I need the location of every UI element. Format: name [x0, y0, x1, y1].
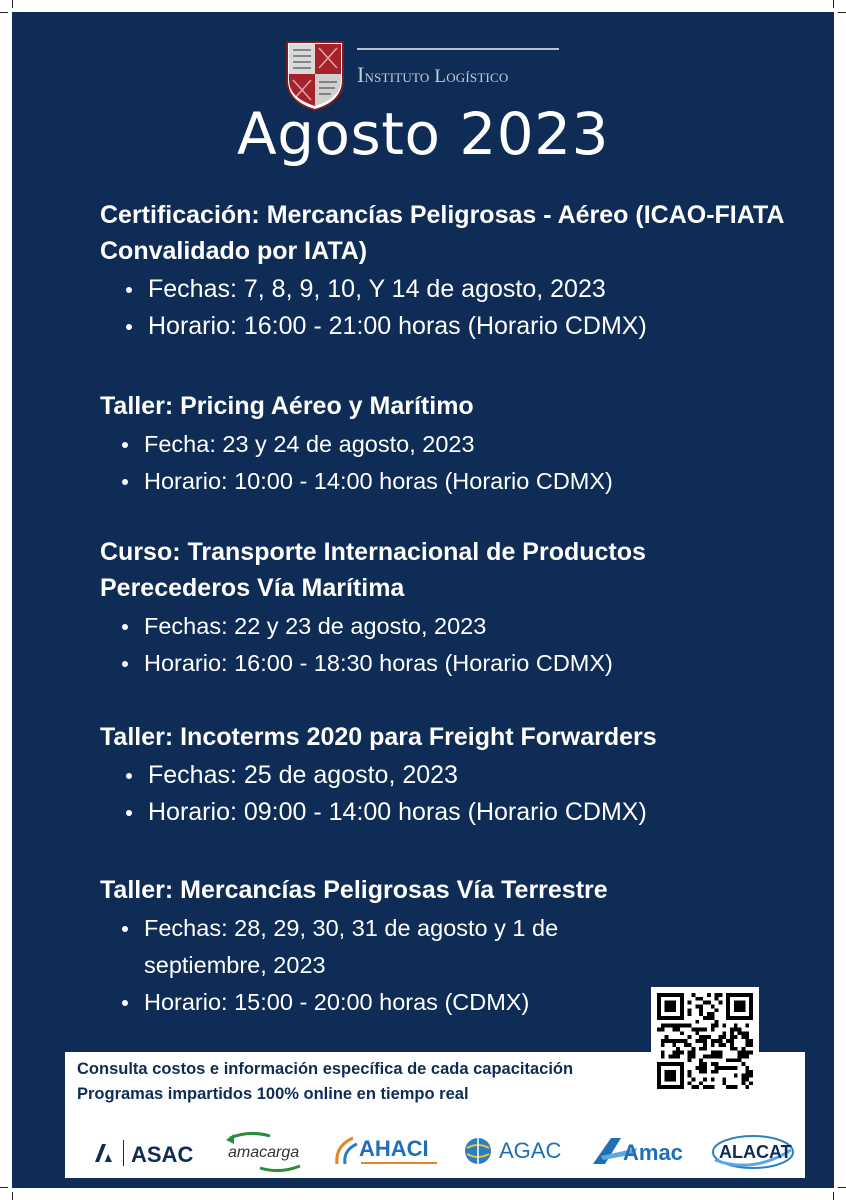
qr-module — [726, 1085, 730, 1089]
qr-module — [715, 1066, 719, 1070]
course-4 — [100, 719, 790, 831]
qr-module — [669, 1054, 673, 1058]
qr-module — [722, 1024, 726, 1028]
qr-module — [734, 1074, 738, 1078]
qr-module — [718, 1051, 722, 1055]
qr-code[interactable] — [651, 987, 759, 1095]
course-heading: Curso: Transporte Internacional de Productos Perecederos Vía Marítima — [100, 538, 646, 602]
footer-line-2: Programas impartidos 100% online en tiempo real — [77, 1085, 469, 1103]
qr-module — [672, 1024, 676, 1028]
qr-module — [699, 997, 703, 1001]
qr-module — [703, 1066, 707, 1070]
qr-finder-center — [734, 1001, 746, 1013]
qr-module — [695, 1020, 699, 1024]
course-dates: Fechas: 22 y 23 de agosto, 2023 — [100, 608, 790, 645]
qr-module — [669, 1024, 673, 1028]
qr-module — [680, 1039, 684, 1043]
amacarga-logo — [220, 1130, 310, 1174]
qr-module — [661, 1028, 665, 1032]
qr-module — [711, 1028, 715, 1032]
qr-module — [741, 1062, 745, 1066]
course-schedule: Horario: 10:00 - 14:00 horas (Horario CDMX) — [100, 463, 790, 500]
asac-logo — [93, 1130, 193, 1174]
course-heading: Taller: Incoterms 2020 para Freight Forwarders — [100, 723, 657, 751]
qr-module — [738, 1058, 742, 1062]
qr-code-icon — [657, 993, 753, 1089]
qr-module — [703, 1043, 707, 1047]
qr-module — [718, 993, 722, 997]
qr-module — [711, 1043, 715, 1047]
qr-module — [703, 1001, 707, 1005]
qr-module — [699, 1062, 703, 1066]
qr-module — [734, 1028, 738, 1032]
qr-module — [715, 1051, 719, 1055]
course-3 — [100, 534, 790, 682]
qr-module — [703, 1054, 707, 1058]
qr-module — [749, 1074, 753, 1078]
qr-module — [707, 1035, 711, 1039]
qr-module — [672, 1054, 676, 1058]
qr-module — [699, 1028, 703, 1032]
qr-module — [695, 1085, 699, 1089]
qr-module — [715, 1054, 719, 1058]
qr-module — [703, 1085, 707, 1089]
qr-module — [699, 1066, 703, 1070]
qr-module — [715, 1070, 719, 1074]
qr-module — [745, 1024, 749, 1028]
qr-module — [730, 1028, 734, 1032]
footer-line-1: Consulta costos e información específica de cada capacitación — [77, 1060, 574, 1078]
qr-module — [703, 1047, 707, 1051]
qr-module — [741, 1031, 745, 1035]
qr-module — [730, 1035, 734, 1039]
qr-module — [715, 1020, 719, 1024]
qr-module — [684, 1039, 688, 1043]
qr-module — [688, 1051, 692, 1055]
qr-module — [699, 1039, 703, 1043]
qr-module — [665, 1039, 669, 1043]
qr-module — [718, 1054, 722, 1058]
globe-icon — [463, 1136, 493, 1166]
qr-module — [741, 1035, 745, 1039]
qr-module — [745, 1066, 749, 1070]
crop-mark — [833, 0, 834, 8]
qr-module — [711, 1039, 715, 1043]
qr-module — [699, 1005, 703, 1009]
qr-module — [718, 1035, 722, 1039]
qr-module — [688, 1012, 692, 1016]
qr-module — [688, 1058, 692, 1062]
qr-module — [688, 1070, 692, 1074]
qr-module — [730, 1039, 734, 1043]
qr-module — [692, 1047, 696, 1051]
qr-module — [711, 1070, 715, 1074]
qr-module — [699, 1008, 703, 1012]
qr-module — [715, 1024, 719, 1028]
amac-logo — [591, 1130, 691, 1174]
course-1 — [100, 197, 790, 345]
qr-module — [749, 1070, 753, 1074]
alacat-text: ALACAT — [719, 1142, 792, 1162]
qr-module — [711, 1005, 715, 1009]
qr-module — [703, 1028, 707, 1032]
qr-module — [699, 1070, 703, 1074]
qr-module — [738, 1054, 742, 1058]
qr-module — [745, 1054, 749, 1058]
qr-module — [741, 1054, 745, 1058]
qr-module — [699, 1081, 703, 1085]
qr-module — [676, 1039, 680, 1043]
crop-mark — [12, 0, 13, 8]
brand-name-text: nstituto Logístico — [364, 66, 509, 87]
qr-module — [703, 1039, 707, 1043]
qr-module — [730, 1047, 734, 1051]
course-heading: Certificación: Mercancías Peligrosas - Aéreo (ICAO-FIATA Convalidado por IATA) — [100, 201, 784, 265]
qr-module — [707, 1001, 711, 1005]
qr-module — [684, 1024, 688, 1028]
qr-module — [734, 1024, 738, 1028]
qr-module — [722, 1035, 726, 1039]
course-dates: Fechas: 28, 29, 30, 31 de agosto y 1 de septiembre, 2023 — [100, 910, 660, 984]
qr-module — [726, 1039, 730, 1043]
course-dates: Fecha: 23 y 24 de agosto, 2023 — [100, 426, 790, 463]
qr-module — [692, 1077, 696, 1081]
qr-module — [669, 1039, 673, 1043]
qr-module — [707, 1054, 711, 1058]
qr-module — [726, 1066, 730, 1070]
qr-module — [661, 1024, 665, 1028]
qr-module — [715, 997, 719, 1001]
course-5 — [100, 872, 660, 1021]
qr-module — [745, 1039, 749, 1043]
qr-module — [661, 1054, 665, 1058]
course-2 — [100, 388, 790, 500]
qr-module — [734, 1085, 738, 1089]
course-schedule: Horario: 16:00 - 18:30 horas (Horario CDMX) — [100, 645, 790, 682]
course-heading: Taller: Pricing Aéreo y Marítimo — [100, 392, 474, 420]
qr-module — [703, 1016, 707, 1020]
crop-mark — [12, 1192, 13, 1200]
qr-module — [676, 1051, 680, 1055]
qr-module — [718, 1039, 722, 1043]
crop-mark — [838, 12, 846, 13]
crop-mark — [838, 1187, 846, 1188]
qr-module — [688, 1081, 692, 1085]
qr-module — [699, 1058, 703, 1062]
qr-module — [699, 1047, 703, 1051]
crop-mark — [833, 1192, 834, 1200]
asac-mark-icon — [93, 1142, 115, 1164]
alacat-logo — [709, 1130, 797, 1174]
course-heading: Taller: Mercancías Peligrosas Vía Terrestre — [100, 876, 608, 904]
agac-logo — [463, 1130, 583, 1174]
qr-module — [711, 1016, 715, 1020]
asac-text: ASAC — [131, 1142, 194, 1167]
qr-module — [672, 1043, 676, 1047]
qr-module — [745, 1070, 749, 1074]
qr-module — [707, 993, 711, 997]
qr-module — [730, 1043, 734, 1047]
qr-module — [722, 1043, 726, 1047]
qr-module — [676, 1028, 680, 1032]
qr-module — [707, 1016, 711, 1020]
qr-module — [695, 1031, 699, 1035]
qr-module — [699, 1012, 703, 1016]
qr-module — [699, 1035, 703, 1039]
amacarga-text: amacarga — [228, 1144, 300, 1161]
qr-module — [741, 1081, 745, 1085]
qr-module — [676, 1047, 680, 1051]
qr-module — [745, 1035, 749, 1039]
qr-module — [715, 993, 719, 997]
brand-divider — [357, 48, 559, 50]
qr-module — [688, 1001, 692, 1005]
qr-module — [703, 1062, 707, 1066]
ahaci-mark-icon — [333, 1136, 359, 1166]
qr-module — [749, 1043, 753, 1047]
qr-module — [741, 1047, 745, 1051]
partner-logos — [65, 1130, 805, 1174]
qr-module — [718, 1043, 722, 1047]
qr-module — [692, 993, 696, 997]
qr-module — [730, 1066, 734, 1070]
page-title: Agosto 2023 — [237, 100, 609, 168]
qr-module — [734, 1058, 738, 1062]
qr-module — [745, 1074, 749, 1078]
qr-module — [722, 1031, 726, 1035]
qr-module — [741, 1051, 745, 1055]
qr-module — [715, 1039, 719, 1043]
qr-module — [672, 1028, 676, 1032]
qr-module — [749, 1039, 753, 1043]
qr-module — [688, 1054, 692, 1058]
qr-module — [738, 1031, 742, 1035]
qr-module — [722, 1081, 726, 1085]
qr-module — [707, 1085, 711, 1089]
qr-module — [715, 1008, 719, 1012]
crop-mark — [0, 12, 8, 13]
qr-module — [715, 1062, 719, 1066]
qr-module — [695, 1028, 699, 1032]
qr-module — [749, 1051, 753, 1055]
qr-module — [692, 1054, 696, 1058]
qr-module — [745, 1051, 749, 1055]
qr-module — [734, 1035, 738, 1039]
qr-module — [661, 1043, 665, 1047]
qr-module — [734, 1047, 738, 1051]
qr-module — [672, 1039, 676, 1043]
qr-module — [695, 1066, 699, 1070]
qr-module — [741, 1074, 745, 1078]
qr-module — [692, 1028, 696, 1032]
qr-module — [738, 1028, 742, 1032]
course-schedule: Horario: 16:00 - 21:00 horas (Horario CDMX) — [100, 308, 790, 345]
qr-module — [703, 1070, 707, 1074]
qr-module — [730, 1058, 734, 1062]
ahaci-text: AHACI — [359, 1136, 429, 1161]
qr-module — [741, 1077, 745, 1081]
qr-module — [749, 1081, 753, 1085]
qr-module — [703, 1035, 707, 1039]
crop-mark — [0, 1187, 8, 1188]
qr-module — [711, 1051, 715, 1055]
qr-module — [680, 1051, 684, 1055]
qr-module — [745, 1031, 749, 1035]
qr-module — [684, 1043, 688, 1047]
qr-module — [738, 1051, 742, 1055]
qr-module — [672, 1051, 676, 1055]
qr-module — [730, 1031, 734, 1035]
qr-module — [692, 1085, 696, 1089]
qr-module — [688, 1043, 692, 1047]
qr-module — [711, 1054, 715, 1058]
qr-module — [711, 1012, 715, 1016]
qr-module — [680, 1024, 684, 1028]
qr-module — [734, 1066, 738, 1070]
qr-module — [711, 1062, 715, 1066]
course-dates: Fechas: 7, 8, 9, 10, Y 14 de agosto, 2023 — [100, 271, 790, 308]
qr-module — [711, 1077, 715, 1081]
amac-text: Amac — [623, 1140, 683, 1165]
flyer — [12, 12, 834, 1188]
qr-module — [688, 1024, 692, 1028]
qr-finder-center — [665, 1070, 677, 1082]
qr-module — [730, 1085, 734, 1089]
qr-module — [657, 1028, 661, 1032]
qr-module — [718, 1001, 722, 1005]
qr-module — [688, 1035, 692, 1039]
qr-module — [688, 1008, 692, 1012]
qr-module — [745, 1077, 749, 1081]
qr-module — [695, 997, 699, 1001]
qr-module — [707, 1012, 711, 1016]
ahaci-logo — [333, 1130, 445, 1174]
qr-module — [711, 1085, 715, 1089]
qr-module — [676, 1054, 680, 1058]
course-schedule: Horario: 15:00 - 20:00 horas (CDMX) — [100, 984, 660, 1021]
course-schedule: Horario: 09:00 - 14:00 horas (Horario CDMX) — [100, 794, 790, 831]
qr-module — [692, 1051, 696, 1055]
agac-text: AGAC — [499, 1138, 562, 1163]
qr-module — [745, 1043, 749, 1047]
qr-module — [665, 1024, 669, 1028]
qr-module — [722, 1077, 726, 1081]
qr-module — [703, 1077, 707, 1081]
qr-module — [695, 1005, 699, 1009]
qr-module — [726, 1058, 730, 1062]
qr-module — [680, 1031, 684, 1035]
brand-name: Instituto Logístico — [357, 62, 509, 87]
qr-module — [745, 1085, 749, 1089]
qr-module — [711, 1024, 715, 1028]
qr-module — [676, 1024, 680, 1028]
qr-module — [661, 1039, 665, 1043]
qr-finder-center — [665, 1001, 677, 1013]
qr-module — [718, 1066, 722, 1070]
qr-module — [665, 1035, 669, 1039]
qr-module — [688, 1074, 692, 1078]
qr-module — [661, 1051, 665, 1055]
qr-module — [695, 1039, 699, 1043]
qr-module — [722, 1066, 726, 1070]
course-dates: Fechas: 25 de agosto, 2023 — [100, 757, 790, 794]
